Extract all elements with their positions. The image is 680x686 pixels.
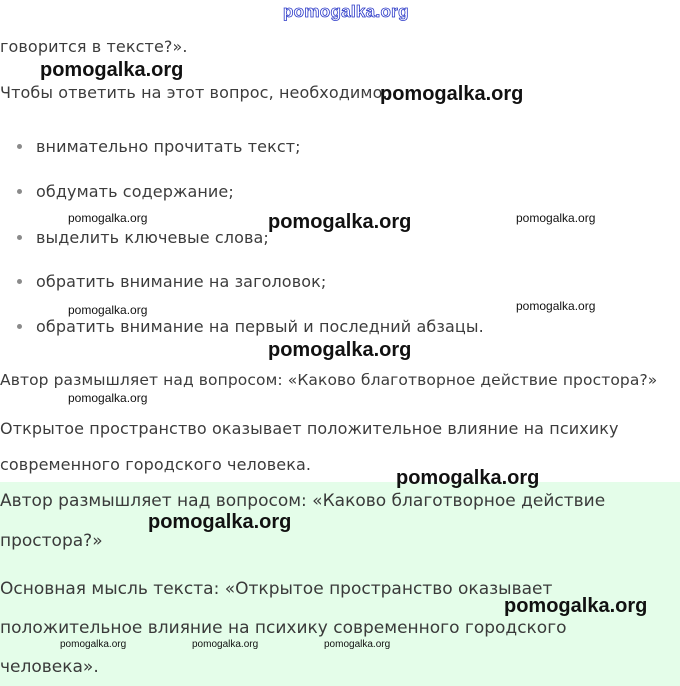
answer-line-5: человека». xyxy=(0,657,99,677)
answer-line-3: Основная мысль текста: «Открытое пространство оказывает xyxy=(0,579,553,599)
bullet-icon xyxy=(17,279,22,284)
list-item xyxy=(0,134,301,158)
intro-fragment: говорится в тексте?». xyxy=(0,37,188,56)
list-item xyxy=(0,314,484,338)
list-item-text: выделить ключевые слова; xyxy=(36,227,269,247)
answer-box xyxy=(0,482,680,686)
main-idea-line-1: Открытое пространство оказывает положительное влияние на психику xyxy=(0,419,619,438)
bullet-icon xyxy=(17,189,22,194)
list-item-text: обратить внимание на заголовок; xyxy=(36,271,327,291)
list-item xyxy=(0,179,234,203)
author-question: Автор размышляет над вопросом: «Каково благотворное действие простора?» xyxy=(0,371,658,389)
bullet-icon xyxy=(17,324,22,329)
watermark: pomogalka.org xyxy=(380,83,524,105)
list-item-text: внимательно прочитать текст; xyxy=(36,136,301,156)
watermark: pomogalka.org xyxy=(504,595,648,617)
list-item-text: обдумать содержание; xyxy=(36,181,234,201)
watermark: pomogalka.org xyxy=(192,639,259,650)
watermark: pomogalka.org xyxy=(268,339,412,361)
watermark: pomogalka.org xyxy=(68,211,148,225)
watermark: pomogalka.org xyxy=(268,211,412,233)
list-item xyxy=(0,225,269,249)
main-idea-line-2: современного городского человека. xyxy=(0,455,312,474)
watermark: pomogalka.org xyxy=(516,299,596,313)
bullet-icon xyxy=(17,235,22,240)
bullet-icon xyxy=(17,144,22,149)
answer-line-2: простора?» xyxy=(0,531,103,551)
top-watermark: pomogalka.org xyxy=(283,2,409,21)
watermark: pomogalka.org xyxy=(324,639,391,650)
list-item-text: обратить внимание на первый и последний абзацы. xyxy=(36,316,484,336)
list-item xyxy=(0,269,326,293)
answer-line-4: положительное влияние на психику современного городского xyxy=(0,618,567,638)
watermark: pomogalka.org xyxy=(396,467,540,489)
question-line: Чтобы ответить на этот вопрос, необходимо: xyxy=(0,83,388,102)
watermark: pomogalka.org xyxy=(148,511,292,533)
watermark: pomogalka.org xyxy=(60,639,127,650)
watermark: pomogalka.org xyxy=(68,303,148,317)
watermark: pomogalka.org xyxy=(40,59,184,81)
watermark: pomogalka.org xyxy=(68,391,148,405)
answer-line-1: Автор размышляет над вопросом: «Каково благотворное действие xyxy=(0,491,606,511)
watermark: pomogalka.org xyxy=(516,211,596,225)
